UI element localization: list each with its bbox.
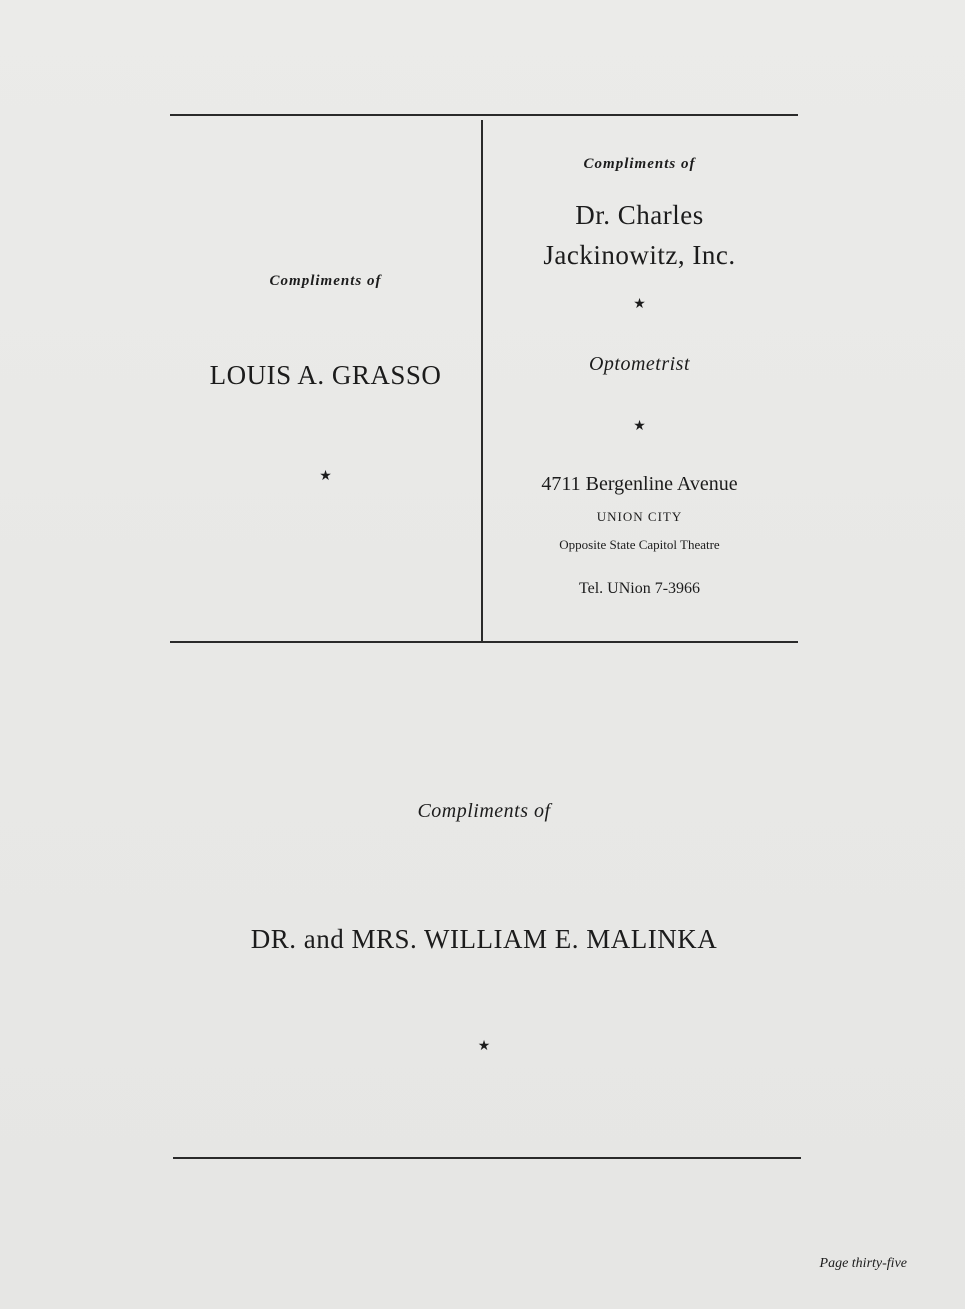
top-rule	[170, 114, 798, 116]
right-ad-profession: Optometrist	[588, 353, 691, 375]
left-ad-name: LOUIS A. GRASSO	[209, 360, 442, 390]
right-ad-compliments: Compliments of	[583, 156, 696, 172]
bottom-ad-compliments: Compliments of	[417, 800, 551, 822]
right-ad-city: UNION CITY	[596, 509, 683, 524]
bottom-ad-star-icon: ★	[477, 1039, 491, 1054]
left-ad-star-icon: ★	[319, 469, 332, 484]
vertical-divider	[481, 120, 483, 641]
right-ad-name-line2: Jackinowitz, Inc.	[543, 240, 736, 270]
bottom-rule	[173, 1157, 801, 1159]
right-ad-star-icon-1: ★	[633, 297, 646, 312]
right-ad-name-line1: Dr. Charles	[575, 200, 704, 230]
middle-rule	[170, 641, 798, 643]
page-number-label: Page thirty-five	[819, 1256, 907, 1271]
right-ad-address: 4711 Bergenline Avenue	[541, 473, 738, 495]
right-ad-phone: Tel. UNion 7-3966	[578, 580, 701, 597]
left-ad-compliments: Compliments of	[269, 273, 382, 289]
bottom-ad-name: DR. and MRS. WILLIAM E. MALINKA	[250, 924, 718, 954]
right-ad-location-note: Opposite State Capitol Theatre	[559, 537, 720, 552]
right-ad-star-icon-2: ★	[633, 419, 646, 434]
